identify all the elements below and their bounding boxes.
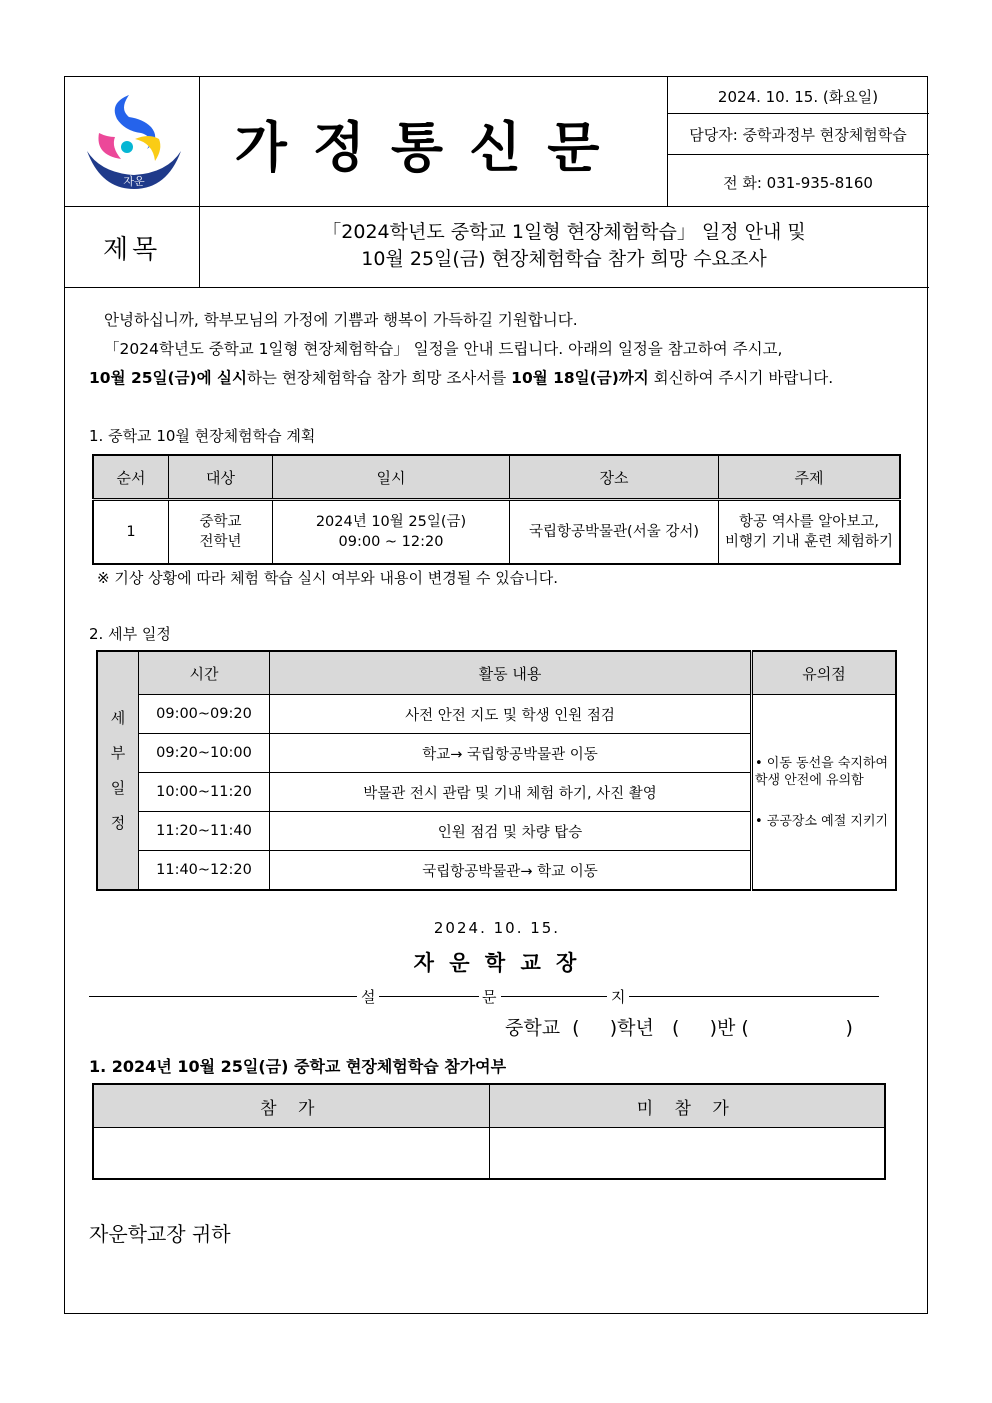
- principal-signature: 자 운 학 교 장: [413, 951, 581, 975]
- cell-time: 09:20~10:00: [139, 734, 270, 773]
- col-header-datetime: 일시: [273, 455, 510, 500]
- cell-datetime: [273, 500, 510, 565]
- cut-dash: [89, 996, 357, 997]
- subject-line-1: 「2024학년도 중학교 1일형 현장체험학습」 일정 안내 및: [322, 221, 806, 243]
- survey-cut-line: [89, 985, 879, 1007]
- intro-line-3: [89, 364, 919, 393]
- plan-table: [92, 454, 901, 565]
- intro-paragraph: [89, 306, 919, 393]
- issue-date: 2024. 10. 15. (화요일): [717, 88, 879, 106]
- divider: [667, 154, 929, 155]
- document-frame: [64, 76, 928, 1314]
- footer-date: 2024. 10. 15.: [433, 919, 561, 937]
- table-row: [97, 695, 896, 734]
- target-line: 전학년: [199, 534, 242, 550]
- cell-activity: 국립항공박물관→ 학교 이동: [270, 851, 752, 891]
- col-header-order: 순서: [93, 455, 169, 500]
- cut-dash: [501, 996, 607, 997]
- intro-line-2: 「2024학년도 중학교 1일형 현장체험학습」 일정을 안내 드립니다. 아래의 일정을 참고하여 주시고,: [104, 340, 783, 358]
- datetime-line: 2024년 10월 25일(금): [315, 514, 467, 530]
- intro-date-emphasis: 10월 25일(금)에 실시: [89, 369, 247, 387]
- cut-label-char: 문: [482, 988, 497, 1006]
- cell-place: 국립항공박물관(서울 강서): [510, 500, 719, 565]
- col-header-place: 장소: [510, 455, 719, 500]
- weather-note: ※ 기상 상황에 따라 체험 학습 실시 여부와 내용이 변경될 수 있습니다.: [97, 569, 559, 587]
- datetime-line: 09:00 ~ 12:20: [338, 534, 444, 550]
- cell-time: 10:00~11:20: [139, 773, 270, 812]
- topic-line: 항공 역사를 알아보고,: [739, 514, 879, 530]
- target-line: 중학교: [199, 514, 242, 530]
- schedule-side-label: [97, 651, 139, 890]
- logo-text: 자운: [123, 175, 145, 188]
- divider: [667, 113, 929, 114]
- cell-activity: 박물관 전시 관람 및 기내 체험 하기, 사진 촬영: [270, 773, 752, 812]
- col-header-target: 대상: [169, 455, 273, 500]
- col-header-notes: 유의점: [752, 651, 897, 695]
- survey-question: 1. 2024년 10월 25일(금) 중학교 현장체험학습 참가여부: [89, 1057, 507, 1076]
- intro-deadline-emphasis: 10월 18일(금)까지: [511, 369, 649, 387]
- intro-text-end: 회신하여 주시기 바랍니다.: [648, 369, 834, 387]
- cell-activity: 학교→ 국립항공박물관 이동: [270, 734, 752, 773]
- contact-person: 담당자: 중학과정부 현장체험학습: [689, 126, 907, 144]
- subject-text: [199, 219, 929, 273]
- attend-checkbox-cell[interactable]: [93, 1128, 489, 1180]
- side-char: 세: [110, 708, 126, 727]
- schedule-table: [96, 650, 897, 891]
- cut-dash: [379, 996, 479, 997]
- option-absent-header: 미 참 가: [489, 1084, 885, 1128]
- col-header-activity: 활동 내용: [270, 651, 752, 695]
- cut-label-char: 지: [611, 988, 626, 1006]
- note-item: • 이동 동선을 숙지하여 학생 안전에 유의함: [755, 755, 889, 788]
- cell-activity: 인원 점검 및 차량 탑승: [270, 812, 752, 851]
- addressee: 자운학교장 귀하: [89, 1222, 231, 1246]
- contact-phone: 전 화: 031-935-8160: [723, 174, 873, 192]
- topic-line: 비행기 기내 훈련 체험하기: [725, 534, 893, 550]
- school-logo: [81, 89, 187, 195]
- divider: [65, 206, 929, 207]
- cell-activity: 사전 안전 지도 및 학생 인원 점검: [270, 695, 752, 734]
- cell-notes: [752, 695, 897, 891]
- class-info-line: 중학교 ( )학년 ( )반 ( ): [505, 1017, 853, 1039]
- subject-label: 제목: [103, 235, 162, 265]
- cell-time: 09:00~09:20: [139, 695, 270, 734]
- cell-time: 11:40~12:20: [139, 851, 270, 891]
- cell-order: 1: [93, 500, 169, 565]
- absent-checkbox-cell[interactable]: [489, 1128, 885, 1180]
- table-row: [93, 500, 900, 565]
- attendance-table: [92, 1083, 886, 1180]
- cell-target: [169, 500, 273, 565]
- side-char: 일: [110, 778, 126, 797]
- intro-line-1: 안녕하십니까, 학부모님의 가정에 기쁨과 행복이 가득하길 기원합니다.: [104, 311, 578, 329]
- option-attend-header: 참 가: [93, 1084, 489, 1128]
- cell-topic: [719, 500, 901, 565]
- note-item: • 공공장소 예절 지키기: [755, 813, 889, 829]
- cell-time: 11:20~11:40: [139, 812, 270, 851]
- divider: [65, 287, 929, 288]
- side-char: 부: [110, 743, 126, 762]
- side-char: 정: [110, 813, 126, 832]
- page-title: 가정통신문: [234, 116, 626, 179]
- col-header-topic: 주제: [719, 455, 901, 500]
- col-header-time: 시간: [139, 651, 270, 695]
- section1-heading: 1. 중학교 10월 현장체험학습 계획: [89, 427, 316, 445]
- section2-heading: 2. 세부 일정: [89, 625, 171, 643]
- cut-dash: [629, 996, 879, 997]
- cut-label-char: 설: [361, 988, 376, 1006]
- subject-line-2: 10월 25일(금) 현장체험학습 참가 희망 수요조사: [361, 248, 767, 270]
- intro-text: 하는 현장체험학습 참가 희망 조사서를: [246, 369, 512, 387]
